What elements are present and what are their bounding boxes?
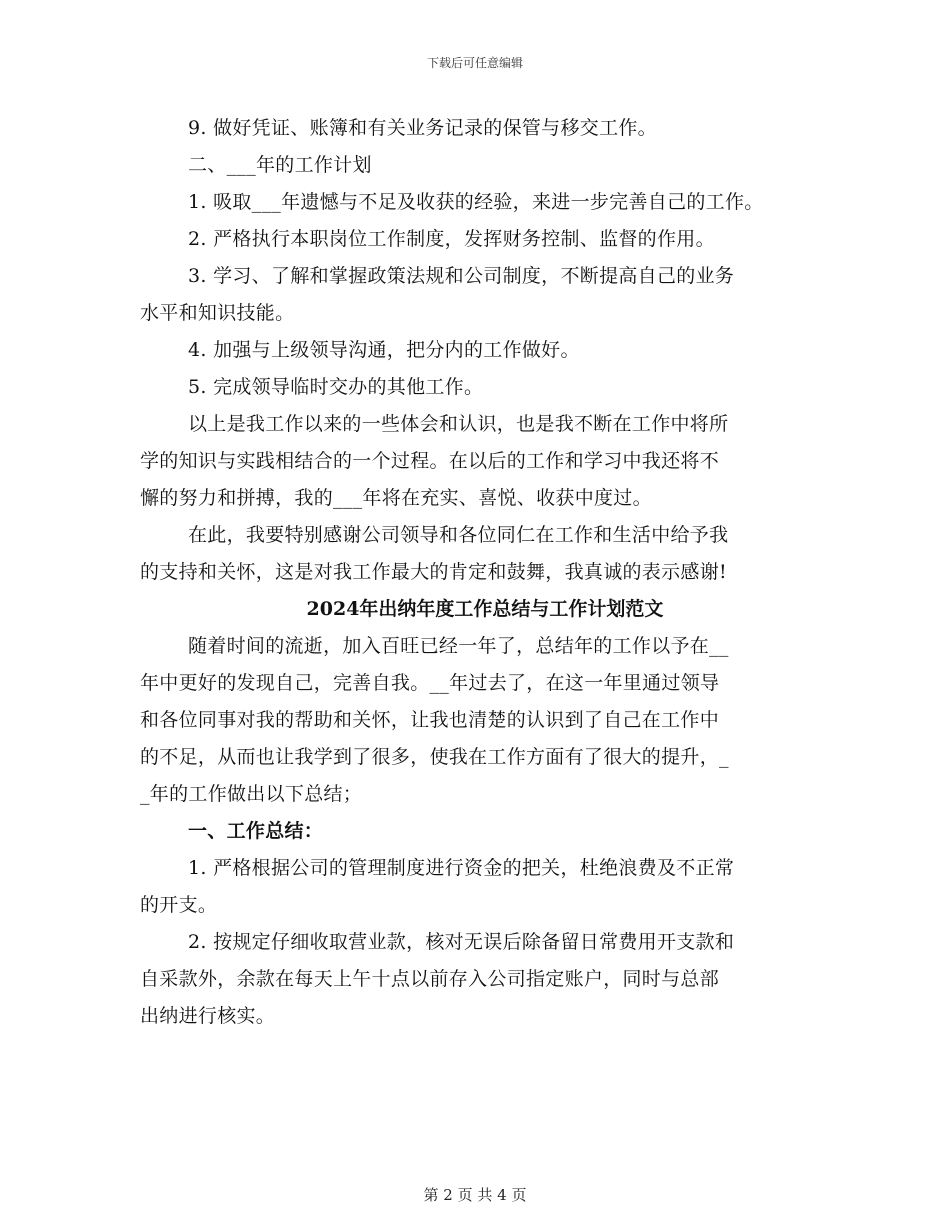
text-line: _年的工作做出以下总结； <box>140 783 363 805</box>
text-line: 学的知识与实践相结合的一个过程。在以后的工作和学习中我还将不 <box>140 450 720 472</box>
text-line: 1. 严格根据公司的管理制度进行资金的把关，杜绝浪费及不正常 <box>188 857 735 879</box>
text-line: 出纳进行核实。 <box>140 1005 276 1027</box>
document-body <box>140 110 830 1035</box>
text-line: 的开支。 <box>140 894 218 916</box>
text-line: 2. 按规定仔细收取营业款，核对无误后除备留日常费用开支款和 <box>188 931 735 953</box>
text-line: 5. 完成领导临时交办的其他工作。 <box>188 376 484 398</box>
text-line: 懈的努力和拼搏，我的___年将在充实、喜悦、收获中度过。 <box>140 487 652 509</box>
text-line: 和各位同事对我的帮助和关怀，让我也清楚的认识到了自己在工作中 <box>140 709 720 731</box>
text-line: 的支持和关怀，这是对我工作最大的肯定和鼓舞，我真诚的表示感谢! <box>140 561 727 583</box>
text-line: 以上是我工作以来的一些体会和认识，也是我不断在工作中将所 <box>188 413 729 435</box>
page-footer: 第 2 页 共 4 页 <box>423 1186 527 1204</box>
text-line: 9. 做好凭证、账簿和有关业务记录的保管与移交工作。 <box>188 117 657 139</box>
section-heading: 二、___年的工作计划 <box>188 154 372 176</box>
text-line: 1. 吸取___年遗憾与不足及收获的经验，来进一步完善自己的工作。 <box>188 191 764 213</box>
text-line: 水平和知识技能。 <box>140 302 295 324</box>
text-line: 年中更好的发现自己，完善自我。__年过去了，在这一年里通过领导 <box>140 672 720 694</box>
text-line: 在此，我要特别感谢公司领导和各位同仁在工作和生活中给予我 <box>188 524 729 546</box>
page-header: 下载后可任意编辑 <box>426 56 523 70</box>
text-line: 随着时间的流逝，加入百旺已经一年了，总结年的工作以予在__ <box>188 635 729 657</box>
text-line: 自采款外，余款在每天上午十点以前存入公司指定账户，同时与总部 <box>140 968 720 990</box>
section-heading: 一、工作总结： <box>188 820 324 842</box>
document-title: 2024年出纳年度工作总结与工作计划范文 <box>306 598 664 620</box>
text-line: 2. 严格执行本职岗位工作制度，发挥财务控制、监督的作用。 <box>188 228 715 250</box>
text-line: 4. 加强与上级领导沟通，把分内的工作做好。 <box>188 339 580 361</box>
text-line: 3. 学习、了解和掌握政策法规和公司制度，不断提高自己的业务 <box>188 265 735 287</box>
text-line: 的不足，从而也让我学到了很多，使我在工作方面有了很大的提升，_ <box>140 746 729 768</box>
